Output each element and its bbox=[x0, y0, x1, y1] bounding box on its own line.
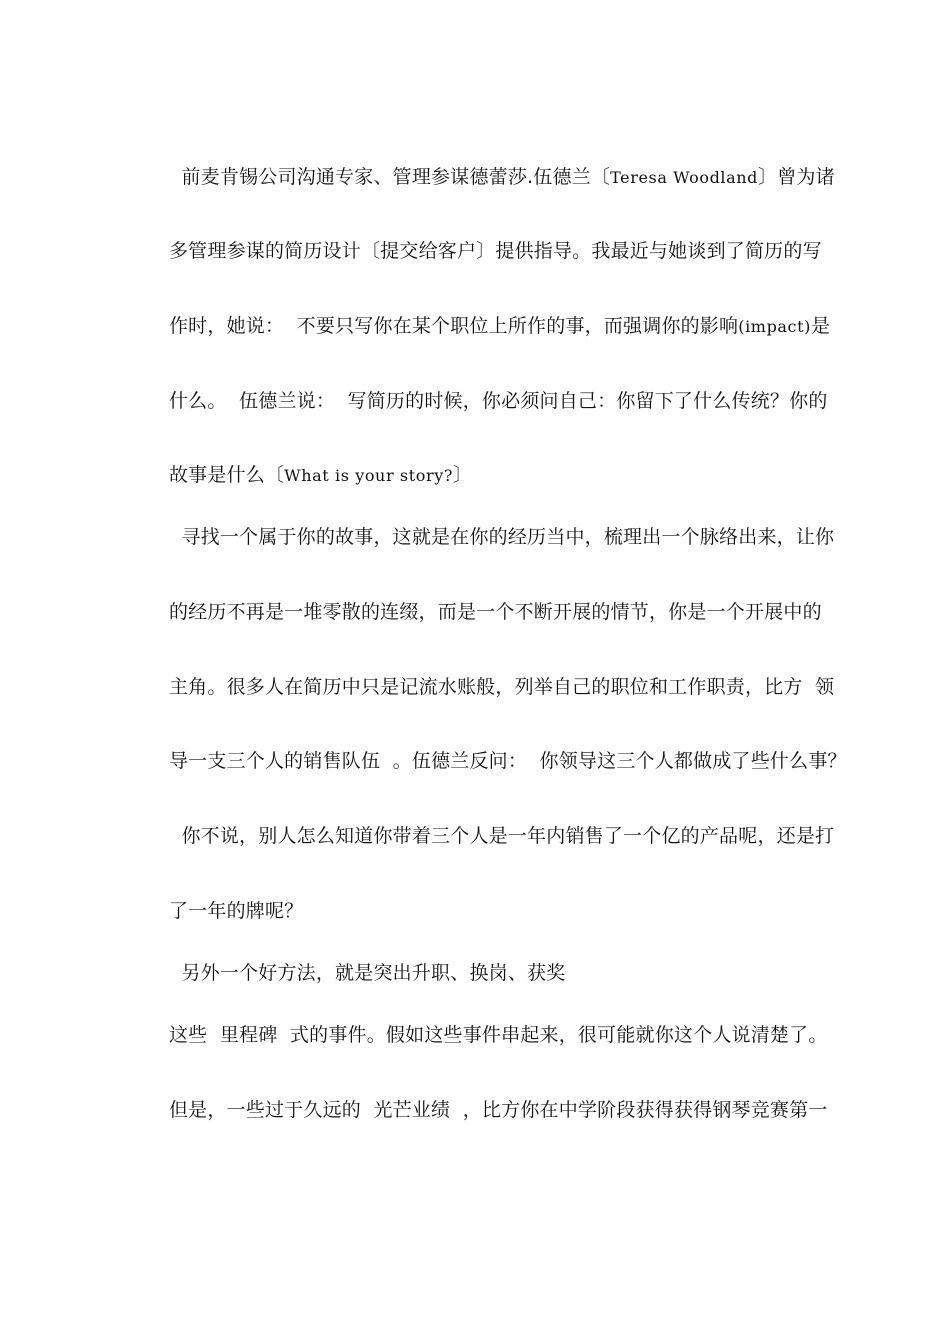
text-run-latin: (impact) bbox=[738, 317, 811, 336]
text-run: 导一支三个人的销售队伍 。伍德兰反问： 你领导这三个人都做成了些什么事？ bbox=[168, 750, 847, 772]
text-run: 另外一个好方法，就是突出升职、换岗、获奖 bbox=[168, 962, 566, 984]
paragraph-line bbox=[144, 1071, 828, 1149]
paragraph-line bbox=[144, 287, 831, 366]
paragraph-line bbox=[144, 648, 835, 726]
text-run: 作时，她说： 不要只写你在某个职位上所作的事，而强调你的影响 bbox=[168, 315, 739, 337]
paragraph-line bbox=[144, 722, 847, 800]
text-run: 是 bbox=[811, 315, 831, 337]
text-run: 寻找一个属于你的故事，这就是在你的经历当中，梳理出一个脉络出来，让你 bbox=[168, 526, 835, 548]
paragraph-line bbox=[144, 212, 824, 290]
text-run: 主角。很多人在简历中只是记流水账般，列举自己的职位和工作职责，比方 领 bbox=[168, 676, 835, 698]
text-run: 〕 bbox=[453, 464, 473, 486]
text-run: 多管理参谋的简历设计〔提交给客户〕提供指导。我最近与她谈到了简历的写 bbox=[168, 240, 822, 262]
text-run: 故事是什么〔 bbox=[168, 464, 285, 486]
text-run: 什么。 伍德兰说： 写简历的时候，你必须问自己：你留下了什么传统？你的 bbox=[168, 390, 828, 412]
paragraph-line bbox=[144, 362, 828, 440]
text-run-latin: What is your story? bbox=[284, 466, 454, 485]
paragraph-line bbox=[144, 797, 835, 875]
text-run: 了一年的牌呢？ bbox=[168, 900, 304, 922]
paragraph-line bbox=[144, 996, 828, 1074]
paragraph-line bbox=[144, 138, 835, 217]
text-run: 〕曾为诸 bbox=[758, 166, 835, 188]
text-run: 但是，一些过于久远的 光芒业绩 ，比方你在中学阶段获得获得钢琴竞赛第一 bbox=[168, 1099, 828, 1121]
text-run: 这些 里程碑 式的事件。假如这些事件串起来，很可能就你这个人说清楚了。 bbox=[168, 1024, 828, 1046]
paragraph-line bbox=[144, 573, 824, 651]
text-run-latin: Teresa Woodland bbox=[610, 168, 759, 187]
text-run: 你不说，别人怎么知道你带着三个人是一年内销售了一个亿的产品呢，还是打 bbox=[168, 825, 835, 847]
text-run: 的经历不再是一堆零散的连缀，而是一个不断开展的情节，你是一个开展中的 bbox=[168, 601, 822, 623]
text-run: 前麦肯锡公司沟通专家、管理参谋德蕾莎.伍德兰〔 bbox=[168, 166, 611, 188]
paragraph-line bbox=[144, 498, 835, 576]
